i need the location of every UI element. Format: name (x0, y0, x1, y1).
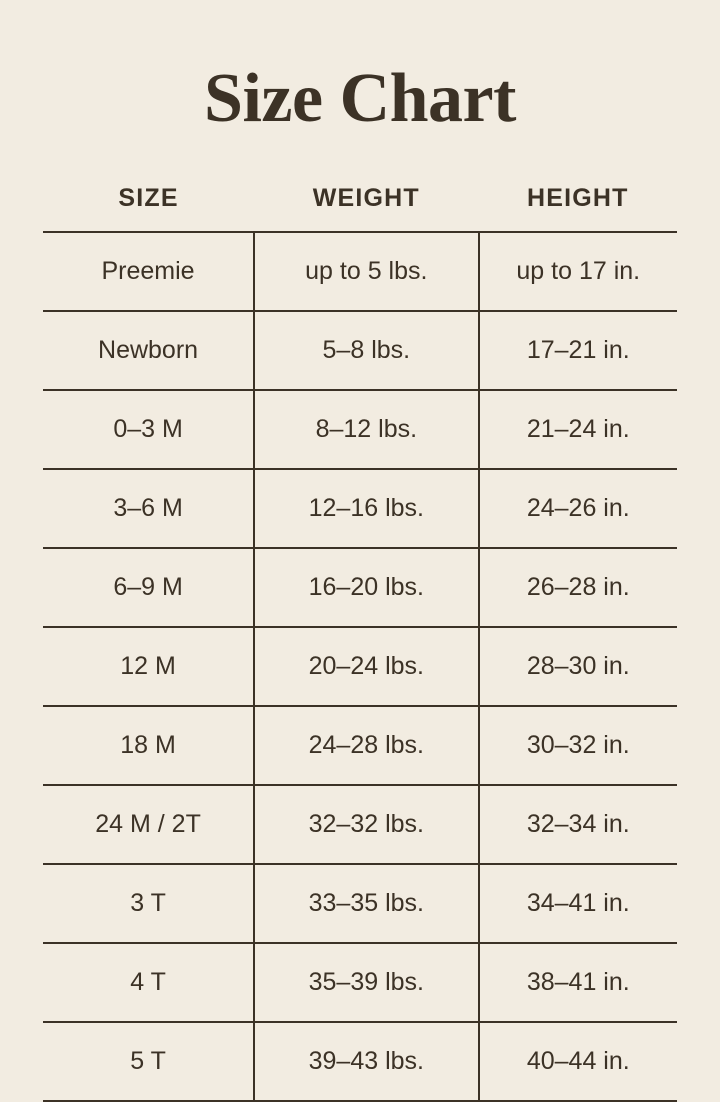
table-cell: 18 M (43, 706, 254, 785)
table-cell: 35–39 lbs. (254, 943, 478, 1022)
column-header-size: SIZE (43, 178, 254, 232)
table-cell: 12 M (43, 627, 254, 706)
table-cell: 20–24 lbs. (254, 627, 478, 706)
table-header (43, 178, 677, 232)
table-cell: 40–44 in. (479, 1022, 677, 1101)
table-cell: 32–32 lbs. (254, 785, 478, 864)
table-cell: 16–20 lbs. (254, 548, 478, 627)
table-row (43, 548, 677, 627)
table-cell: Preemie (43, 232, 254, 311)
table-cell: 6–9 M (43, 548, 254, 627)
table-row (43, 311, 677, 390)
size-chart-table-wrapper (43, 134, 677, 1102)
table-body (43, 232, 677, 1101)
table-cell: 12–16 lbs. (254, 469, 478, 548)
column-header-height: HEIGHT (479, 178, 677, 232)
table-cell: 33–35 lbs. (254, 864, 478, 943)
table-row (43, 469, 677, 548)
table-header-row (43, 178, 677, 232)
table-row (43, 785, 677, 864)
table-row (43, 1022, 677, 1101)
table-cell: 24–28 lbs. (254, 706, 478, 785)
column-header-weight: WEIGHT (254, 178, 478, 232)
table-row (43, 864, 677, 943)
table-cell: 5 T (43, 1022, 254, 1101)
table-cell: 8–12 lbs. (254, 390, 478, 469)
table-cell: 34–41 in. (479, 864, 677, 943)
table-cell: up to 17 in. (479, 232, 677, 311)
table-row (43, 943, 677, 1022)
page-title: Size Chart (204, 60, 516, 137)
table-cell: 24–26 in. (479, 469, 677, 548)
table-cell: 5–8 lbs. (254, 311, 478, 390)
table-cell: 38–41 in. (479, 943, 677, 1022)
table-cell: up to 5 lbs. (254, 232, 478, 311)
table-row (43, 232, 677, 311)
table-row (43, 706, 677, 785)
table-cell: 26–28 in. (479, 548, 677, 627)
table-cell: 4 T (43, 943, 254, 1022)
table-cell: 21–24 in. (479, 390, 677, 469)
table-cell: 24 M / 2T (43, 785, 254, 864)
table-cell: 28–30 in. (479, 627, 677, 706)
table-row (43, 627, 677, 706)
table-cell: 30–32 in. (479, 706, 677, 785)
table-row (43, 390, 677, 469)
size-chart-table (43, 178, 677, 1102)
table-cell: 39–43 lbs. (254, 1022, 478, 1101)
table-cell: 3–6 M (43, 469, 254, 548)
table-cell: Newborn (43, 311, 254, 390)
table-cell: 0–3 M (43, 390, 254, 469)
table-cell: 3 T (43, 864, 254, 943)
table-cell: 32–34 in. (479, 785, 677, 864)
table-cell: 17–21 in. (479, 311, 677, 390)
